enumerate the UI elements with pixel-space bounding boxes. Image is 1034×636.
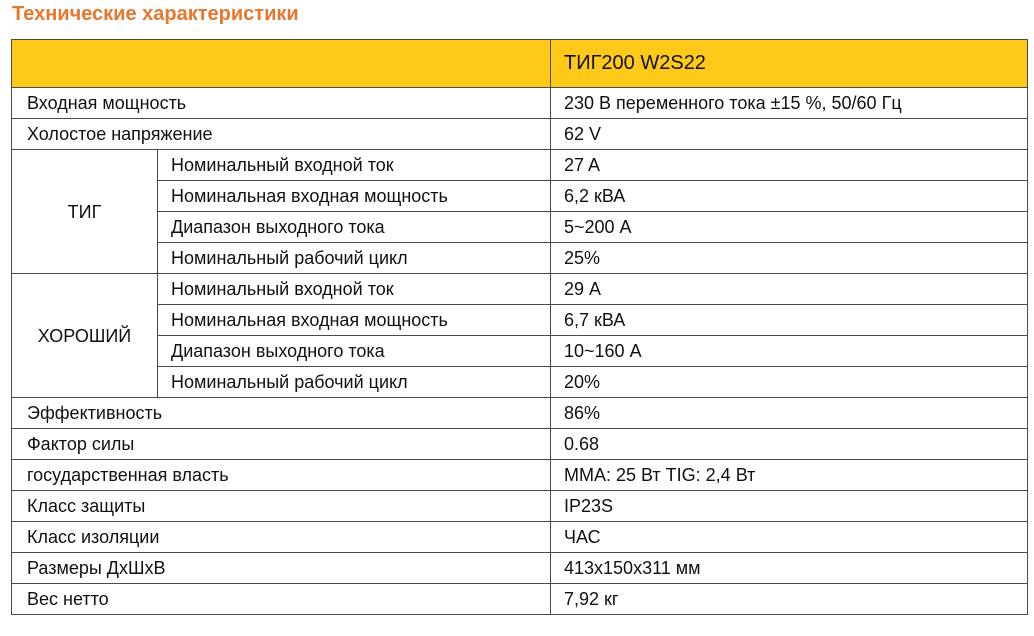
row-value: 6,2 кВА: [551, 181, 1028, 212]
row-value: 29 А: [551, 274, 1028, 305]
table-row: [12, 460, 1028, 491]
header-model-cell: ТИГ200 W2S22: [551, 40, 1028, 88]
row-label: Номинальный входной ток: [158, 274, 551, 305]
row-value: ЧАС: [551, 522, 1028, 553]
table-row: [12, 119, 1028, 150]
row-value: 62 V: [551, 119, 1028, 150]
group-label-tig: ТИГ: [12, 150, 158, 274]
row-label: Размеры ДхШхВ: [12, 553, 551, 584]
table-row: [12, 522, 1028, 553]
table-row: [12, 150, 1028, 181]
table-row: [12, 553, 1028, 584]
row-label: Класс изоляции: [12, 522, 551, 553]
table-row: [12, 274, 1028, 305]
row-value: 20%: [551, 367, 1028, 398]
row-value: 86%: [551, 398, 1028, 429]
row-label: Номинальный рабочий цикл: [158, 367, 551, 398]
row-label: Эффективность: [12, 398, 551, 429]
table-row: [12, 491, 1028, 522]
row-label: государственная власть: [12, 460, 551, 491]
row-value: 5~200 А: [551, 212, 1028, 243]
row-label: Класс защиты: [12, 491, 551, 522]
specs-table: [11, 39, 1028, 615]
row-label: Холостое напряжение: [12, 119, 551, 150]
row-label: Номинальная входная мощность: [158, 305, 551, 336]
table-row: [12, 212, 1028, 243]
row-value: 7,92 кг: [551, 584, 1028, 615]
row-value: IP23S: [551, 491, 1028, 522]
group-label-mma: ХОРОШИЙ: [12, 274, 158, 398]
table-row: [12, 367, 1028, 398]
row-value: 10~160 А: [551, 336, 1028, 367]
row-value: 413x150x311 мм: [551, 553, 1028, 584]
row-value: 0.68: [551, 429, 1028, 460]
row-label: Диапазон выходного тока: [158, 336, 551, 367]
row-value: MMA: 25 Вт TIG: 2,4 Вт: [551, 460, 1028, 491]
row-value: 27 A: [551, 150, 1028, 181]
table-row: [12, 88, 1028, 119]
row-label: Входная мощность: [12, 88, 551, 119]
table-row: [12, 305, 1028, 336]
row-value: 6,7 кВА: [551, 305, 1028, 336]
header-empty-cell: [12, 40, 551, 88]
row-label: Номинальный рабочий цикл: [158, 243, 551, 274]
table-row: [12, 429, 1028, 460]
table-row: [12, 584, 1028, 615]
row-value: 230 В переменного тока ±15 %, 50/60 Гц: [551, 88, 1028, 119]
table-row: [12, 181, 1028, 212]
row-label: Диапазон выходного тока: [158, 212, 551, 243]
row-label: Номинальный входной ток: [158, 150, 551, 181]
row-label: Номинальная входная мощность: [158, 181, 551, 212]
row-value: 25%: [551, 243, 1028, 274]
row-label: Вес нетто: [12, 584, 551, 615]
table-row: [12, 398, 1028, 429]
table-row: [12, 243, 1028, 274]
table-header-row: [12, 40, 1028, 88]
table-row: [12, 336, 1028, 367]
row-label: Фактор силы: [12, 429, 551, 460]
page-title: Технические характеристики: [12, 3, 299, 25]
